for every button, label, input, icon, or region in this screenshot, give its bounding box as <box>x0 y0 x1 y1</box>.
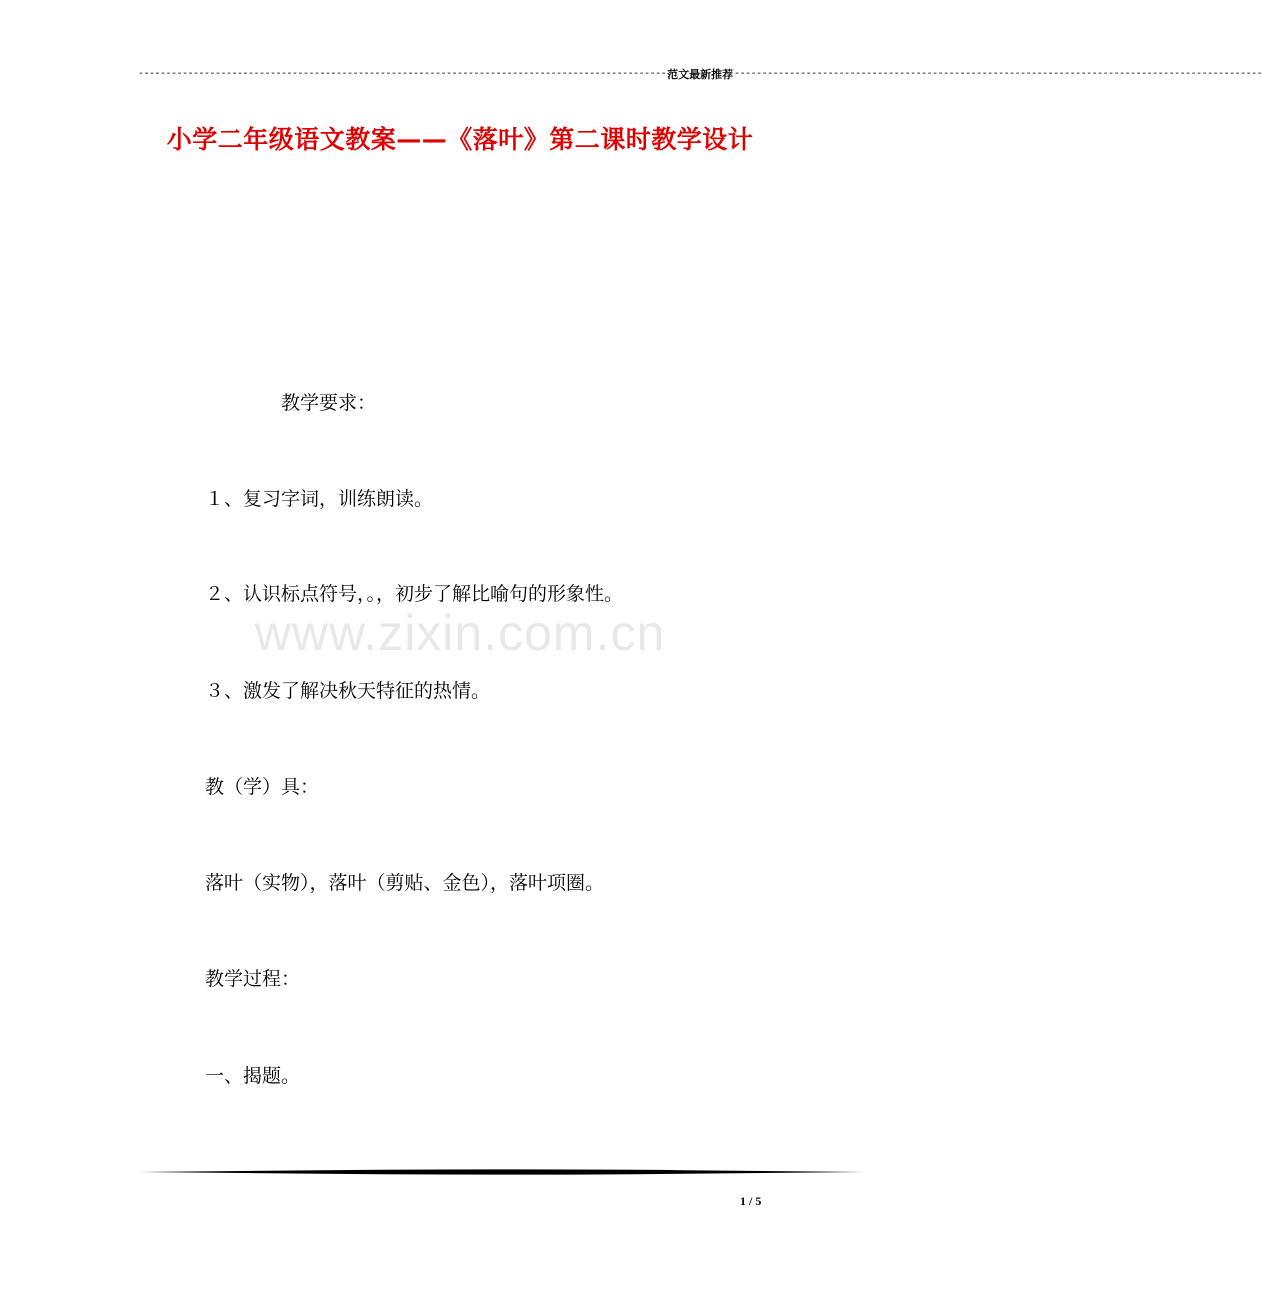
paragraph-teaching-requirements: 教学要求： <box>281 392 377 414</box>
paragraph-tools-list: 落叶（实物），落叶（剪贴、金色），落叶项圈。 <box>205 872 605 894</box>
paragraph-teaching-tools: 教（学）具： <box>205 776 320 798</box>
paragraph-item-3: ３、激发了解决秋天特征的热情。 <box>205 680 491 702</box>
watermark: www.zixin.com.cn <box>254 605 666 661</box>
page-number: 1 / 5 <box>740 1194 762 1208</box>
paragraph-section-one: 一、揭题。 <box>205 1065 301 1087</box>
page-header <box>138 68 1262 82</box>
paragraph-teaching-process: 教学过程： <box>205 968 301 990</box>
header-label: 范文最新推荐 <box>667 68 734 81</box>
document-title: 小学二年级语文教案——《落叶》第二课时教学设计 <box>166 125 754 154</box>
footer-rule <box>140 1168 864 1176</box>
paragraph-item-1: １、复习字词，训练朗读。 <box>205 488 434 510</box>
header-dashes-left: ------------------------------------------------------------------------------------------------ <box>138 69 667 80</box>
header-dashes-right: ------------------------------------------------------------------------------------------------ <box>734 69 1262 80</box>
paragraph-item-2: ２、认识标点符号，。，初步了解比喻句的形象性。 <box>205 583 624 605</box>
